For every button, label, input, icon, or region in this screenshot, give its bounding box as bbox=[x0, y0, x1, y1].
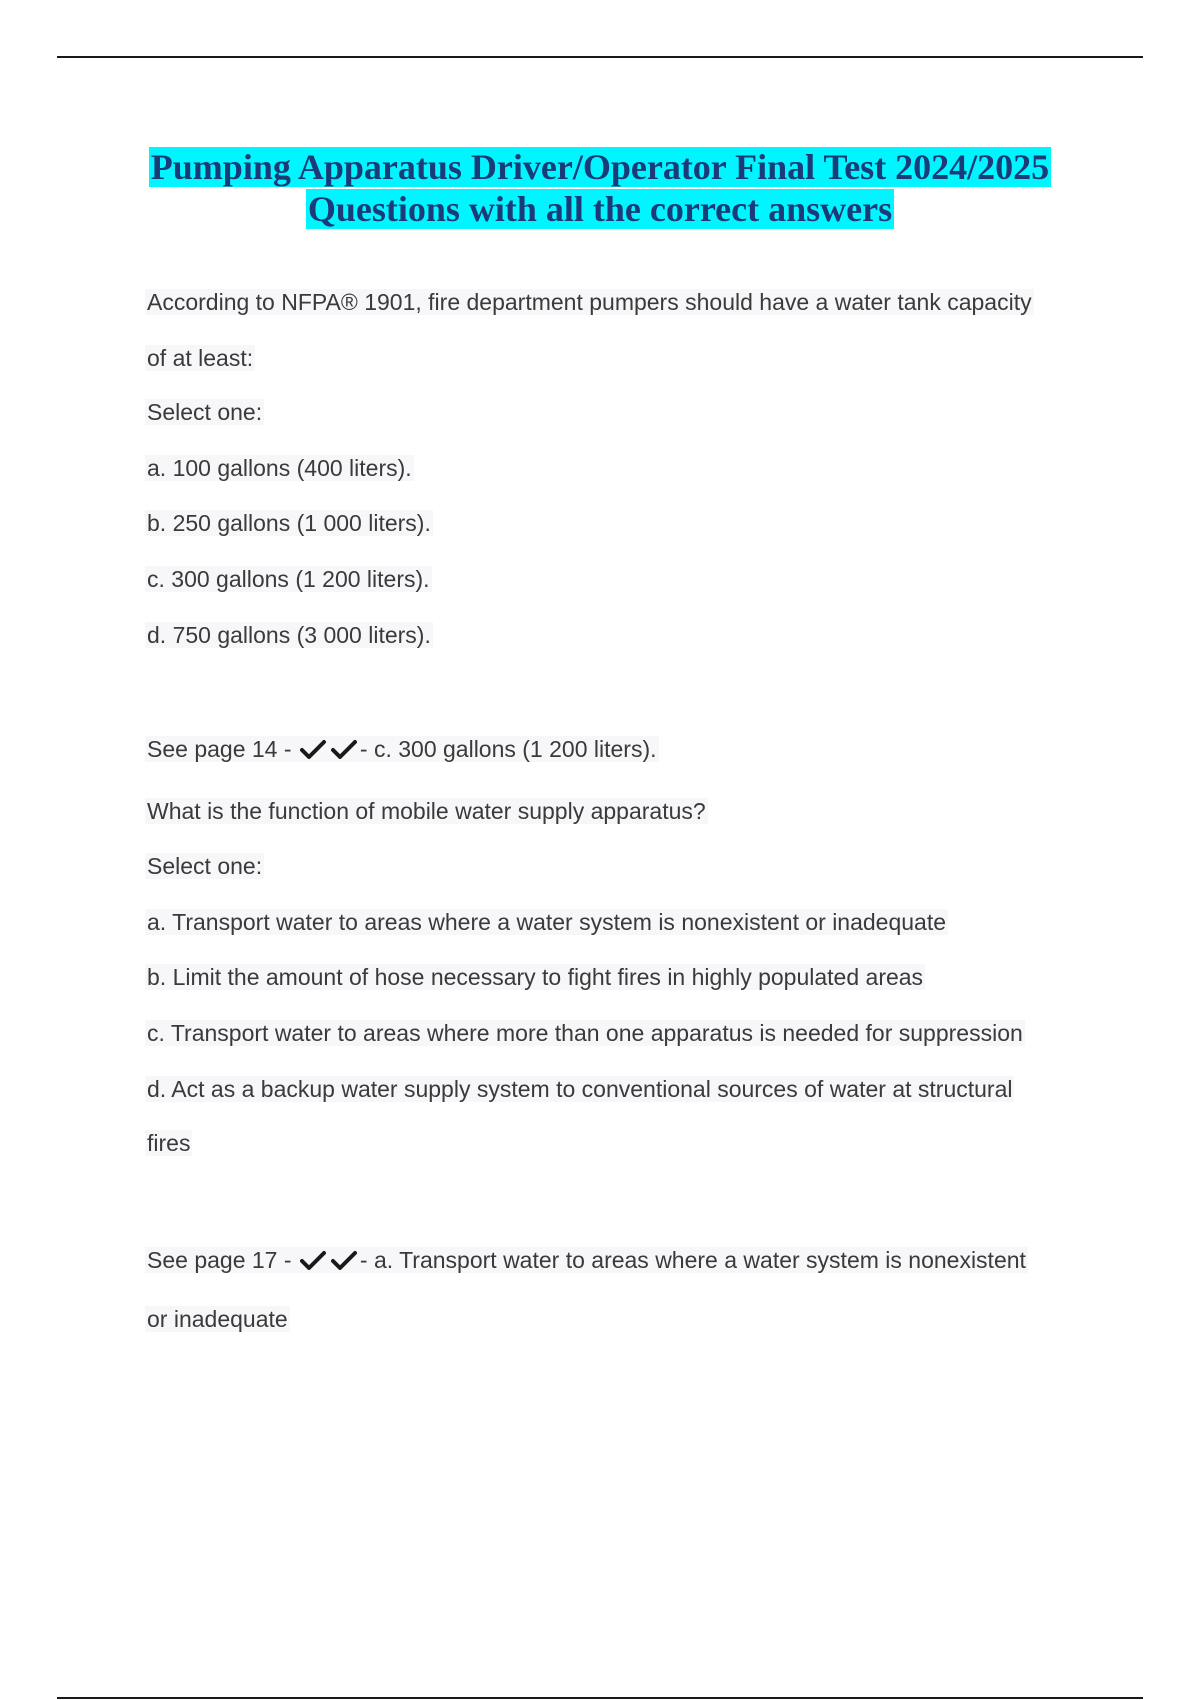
question-2-answer-continuation: or inadequate bbox=[147, 1306, 288, 1332]
title-line-2: Questions with all the correct answers bbox=[307, 189, 893, 229]
double-checkmark-icon bbox=[300, 736, 358, 768]
answer-1-text: - c. 300 gallons (1 200 liters). bbox=[359, 736, 657, 762]
question-2-option-d-continuation: fires bbox=[147, 1130, 191, 1156]
question-2-option-d: d. Act as a backup water supply system to conventional sources of water at structural bbox=[147, 1076, 1013, 1102]
answer-2-text: - a. Transport water to areas where a water system is nonexistent bbox=[359, 1247, 1026, 1273]
top-rule bbox=[57, 56, 1143, 58]
question-1-prompt-line-1: According to NFPA® 1901, fire department pumpers should have a water tank capacity bbox=[147, 289, 1032, 315]
answer-2-page-ref: See page 17 - bbox=[147, 1247, 292, 1273]
double-checkmark-icon bbox=[300, 1247, 358, 1279]
question-1-answer bbox=[145, 733, 659, 768]
question-2-answer bbox=[145, 1244, 1028, 1279]
question-2-select-label: Select one: bbox=[147, 853, 263, 879]
question-2-option-c: c. Transport water to areas where more than one apparatus is needed for suppression bbox=[147, 1020, 1023, 1046]
question-1-option-b: b. 250 gallons (1 000 liters). bbox=[147, 510, 431, 536]
question-1-option-a: a. 100 gallons (400 liters). bbox=[147, 455, 412, 481]
document-title bbox=[0, 146, 1200, 230]
question-1-option-d: d. 750 gallons (3 000 liters). bbox=[147, 622, 431, 648]
title-line-1: Pumping Apparatus Driver/Operator Final Test 2024/2025 bbox=[150, 147, 1050, 187]
question-1-prompt-line-2: of at least: bbox=[147, 345, 254, 371]
question-1-select-label: Select one: bbox=[147, 399, 263, 425]
answer-1-page-ref: See page 14 - bbox=[147, 736, 292, 762]
question-1-option-c: c. 300 gallons (1 200 liters). bbox=[147, 566, 430, 592]
question-2-option-a: a. Transport water to areas where a water system is nonexistent or inadequate bbox=[147, 909, 947, 935]
bottom-rule bbox=[57, 1697, 1143, 1699]
question-2-prompt-line-1: What is the function of mobile water supply apparatus? bbox=[147, 798, 706, 824]
question-2-option-b: b. Limit the amount of hose necessary to fight fires in highly populated areas bbox=[147, 964, 924, 990]
